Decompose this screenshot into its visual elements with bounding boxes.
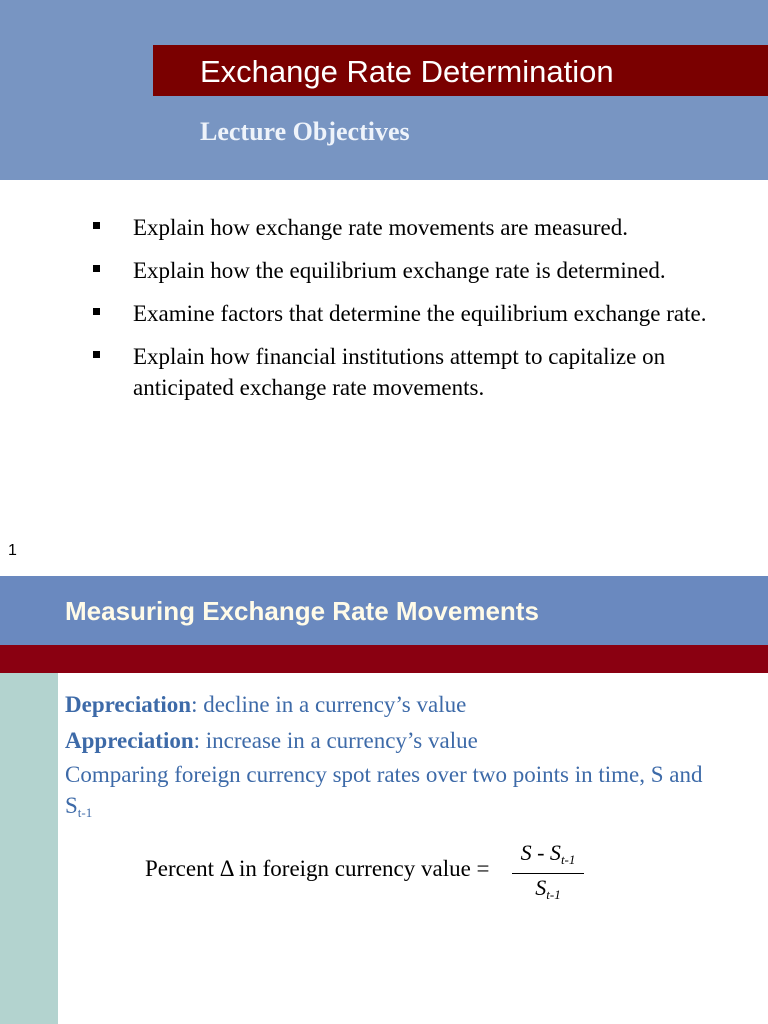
slide-2-title: Measuring Exchange Rate Movements bbox=[65, 596, 539, 626]
list-item bbox=[90, 298, 740, 329]
list-item bbox=[90, 341, 740, 403]
comparing-line bbox=[65, 759, 705, 828]
slide-1-subtitle: Lecture Objectives bbox=[200, 117, 410, 146]
comparing-text: Comparing foreign currency spot rates over two points in time, S and S bbox=[65, 762, 703, 818]
depreciation-definition: : decline in a currency’s value bbox=[191, 692, 467, 717]
square-bullet-icon bbox=[93, 308, 100, 315]
list-item bbox=[90, 255, 740, 286]
appreciation-line bbox=[65, 723, 705, 759]
list-item bbox=[90, 212, 740, 243]
slide-2-accent-bar bbox=[0, 645, 768, 673]
list-item-text: Examine factors that determine the equilibrium exchange rate. bbox=[133, 301, 707, 326]
formula-denominator bbox=[512, 875, 584, 903]
numerator-subscript: t-1 bbox=[560, 852, 576, 867]
depreciation-term: Depreciation bbox=[65, 692, 192, 717]
square-bullet-icon bbox=[93, 222, 100, 229]
percent-change-formula bbox=[145, 838, 605, 910]
appreciation-term: Appreciation bbox=[65, 728, 194, 753]
denominator-subscript: t-1 bbox=[546, 887, 561, 902]
slide-2-side-strip bbox=[0, 673, 58, 1024]
objectives-list bbox=[90, 212, 740, 415]
numerator-main: S - S bbox=[520, 840, 561, 865]
slide-1-title: Exchange Rate Determination bbox=[200, 54, 614, 89]
formula-fraction bbox=[512, 838, 584, 910]
square-bullet-icon bbox=[93, 351, 100, 358]
page-number: 1 bbox=[8, 542, 17, 559]
slide-2-body bbox=[65, 687, 705, 828]
list-item-text: Explain how financial institutions attempt to capitalize on anticipated exchange rate movements. bbox=[133, 344, 666, 400]
comparing-subscript: t-1 bbox=[77, 805, 93, 820]
formula-label: Percent Δ in foreign currency value = bbox=[145, 856, 490, 881]
formula-numerator bbox=[512, 840, 584, 868]
fraction-bar bbox=[512, 873, 584, 874]
list-item-text: Explain how the equilibrium exchange rate is determined. bbox=[133, 258, 666, 283]
list-item-text: Explain how exchange rate movements are measured. bbox=[133, 215, 628, 240]
slide-2 bbox=[0, 576, 768, 1024]
denominator-main: S bbox=[535, 875, 547, 900]
depreciation-line bbox=[65, 687, 705, 723]
square-bullet-icon bbox=[93, 265, 100, 272]
appreciation-definition: : increase in a currency’s value bbox=[193, 728, 478, 753]
